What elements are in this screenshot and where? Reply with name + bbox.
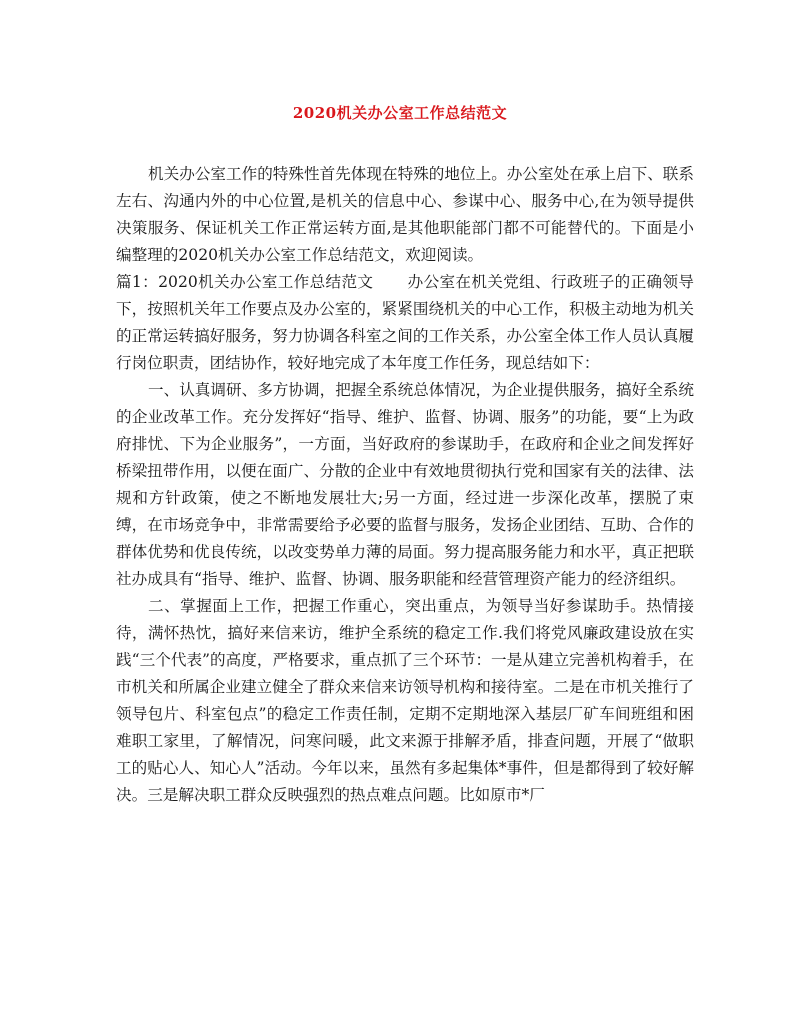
point-two-paragraph: 二、掌握面上工作，把握工作重心，突出重点，为领导当好参谋助手。热情接待，满怀热忱，搞好来信来访，维护全系统的稳定工作.我们将党风廉政建设放在实践“三个代表”的高度，严格要求，重点抓了三个环节：一是从建立完善机构着手，在市机关和所属企业建立健全了群众来信来访领导机构和接待室。二是在市机关推行了领导包片、科室包点”的稳定工作责任制，定期不定期地深入基层厂矿车间班组和困难职工家里，了解情况，问寒问暖，此文来源于排解矛盾，排查问题，开展了“做职工的贴心人、知心人”活动。今年以来，虽然有多起集体*事件，但是都得到了较好解决。三是解决职工群众反映强烈的热点难点问题。比如原市*厂 <box>116 597 694 804</box>
section-heading: 篇1：2020机关办公室工作总结范文 <box>116 273 374 291</box>
document-body <box>116 161 694 809</box>
document-title: 2020机关办公室工作总结范文 <box>292 104 508 122</box>
section-paragraph <box>116 269 694 377</box>
section-intro: 办公室在机关党组、行政班子的正确领导下，按照机关年工作要点及办公室的，紧紧围绕机关的中心工作，积极主动地为机关的正常运转搞好服务，努力协调各科室之间的工作关系，办公室全体工作人员认真履行岗位职责，团结协作，较好地完成了本年度工作任务，现总结如下： <box>116 273 694 372</box>
intro-paragraph: 机关办公室工作的特殊性首先体现在特殊的地位上。办公室处在承上启下、联系左右、沟通内外的中心位置,是机关的信息中心、参谋中心、服务中心,在为领导提供决策服务、保证机关工作正常运转方面,是其他职能部门都不可能替代的。下面是小编整理的2020机关办公室工作总结范文，欢迎阅读。 <box>116 165 694 264</box>
point-one-paragraph: 一、认真调研、多方协调，把握全系统总体情况，为企业提供服务，搞好全系统的企业改革工作。充分发挥好“指导、维护、监督、协调、服务”的功能，要“上为政府排忧、下为企业服务”，一方面，当好政府的参谋助手，在政府和企业之间发挥好桥梁扭带作用，以便在面广、分散的企业中有效地贯彻执行党和国家有关的法律、法规和方针政策，使之不断地发展壮大;另一方面，经过进一步深化改革，摆脱了束缚，在市场竞争中，非常需要给予必要的监督与服务，发扬企业团结、互助、合作的群体优势和优良传统，以改变势单力薄的局面。努力提高服务能力和水平，真正把联社办成具有“指导、维护、监督、协调、服务职能和经营管理资产能力的经济组织。 <box>116 381 694 588</box>
